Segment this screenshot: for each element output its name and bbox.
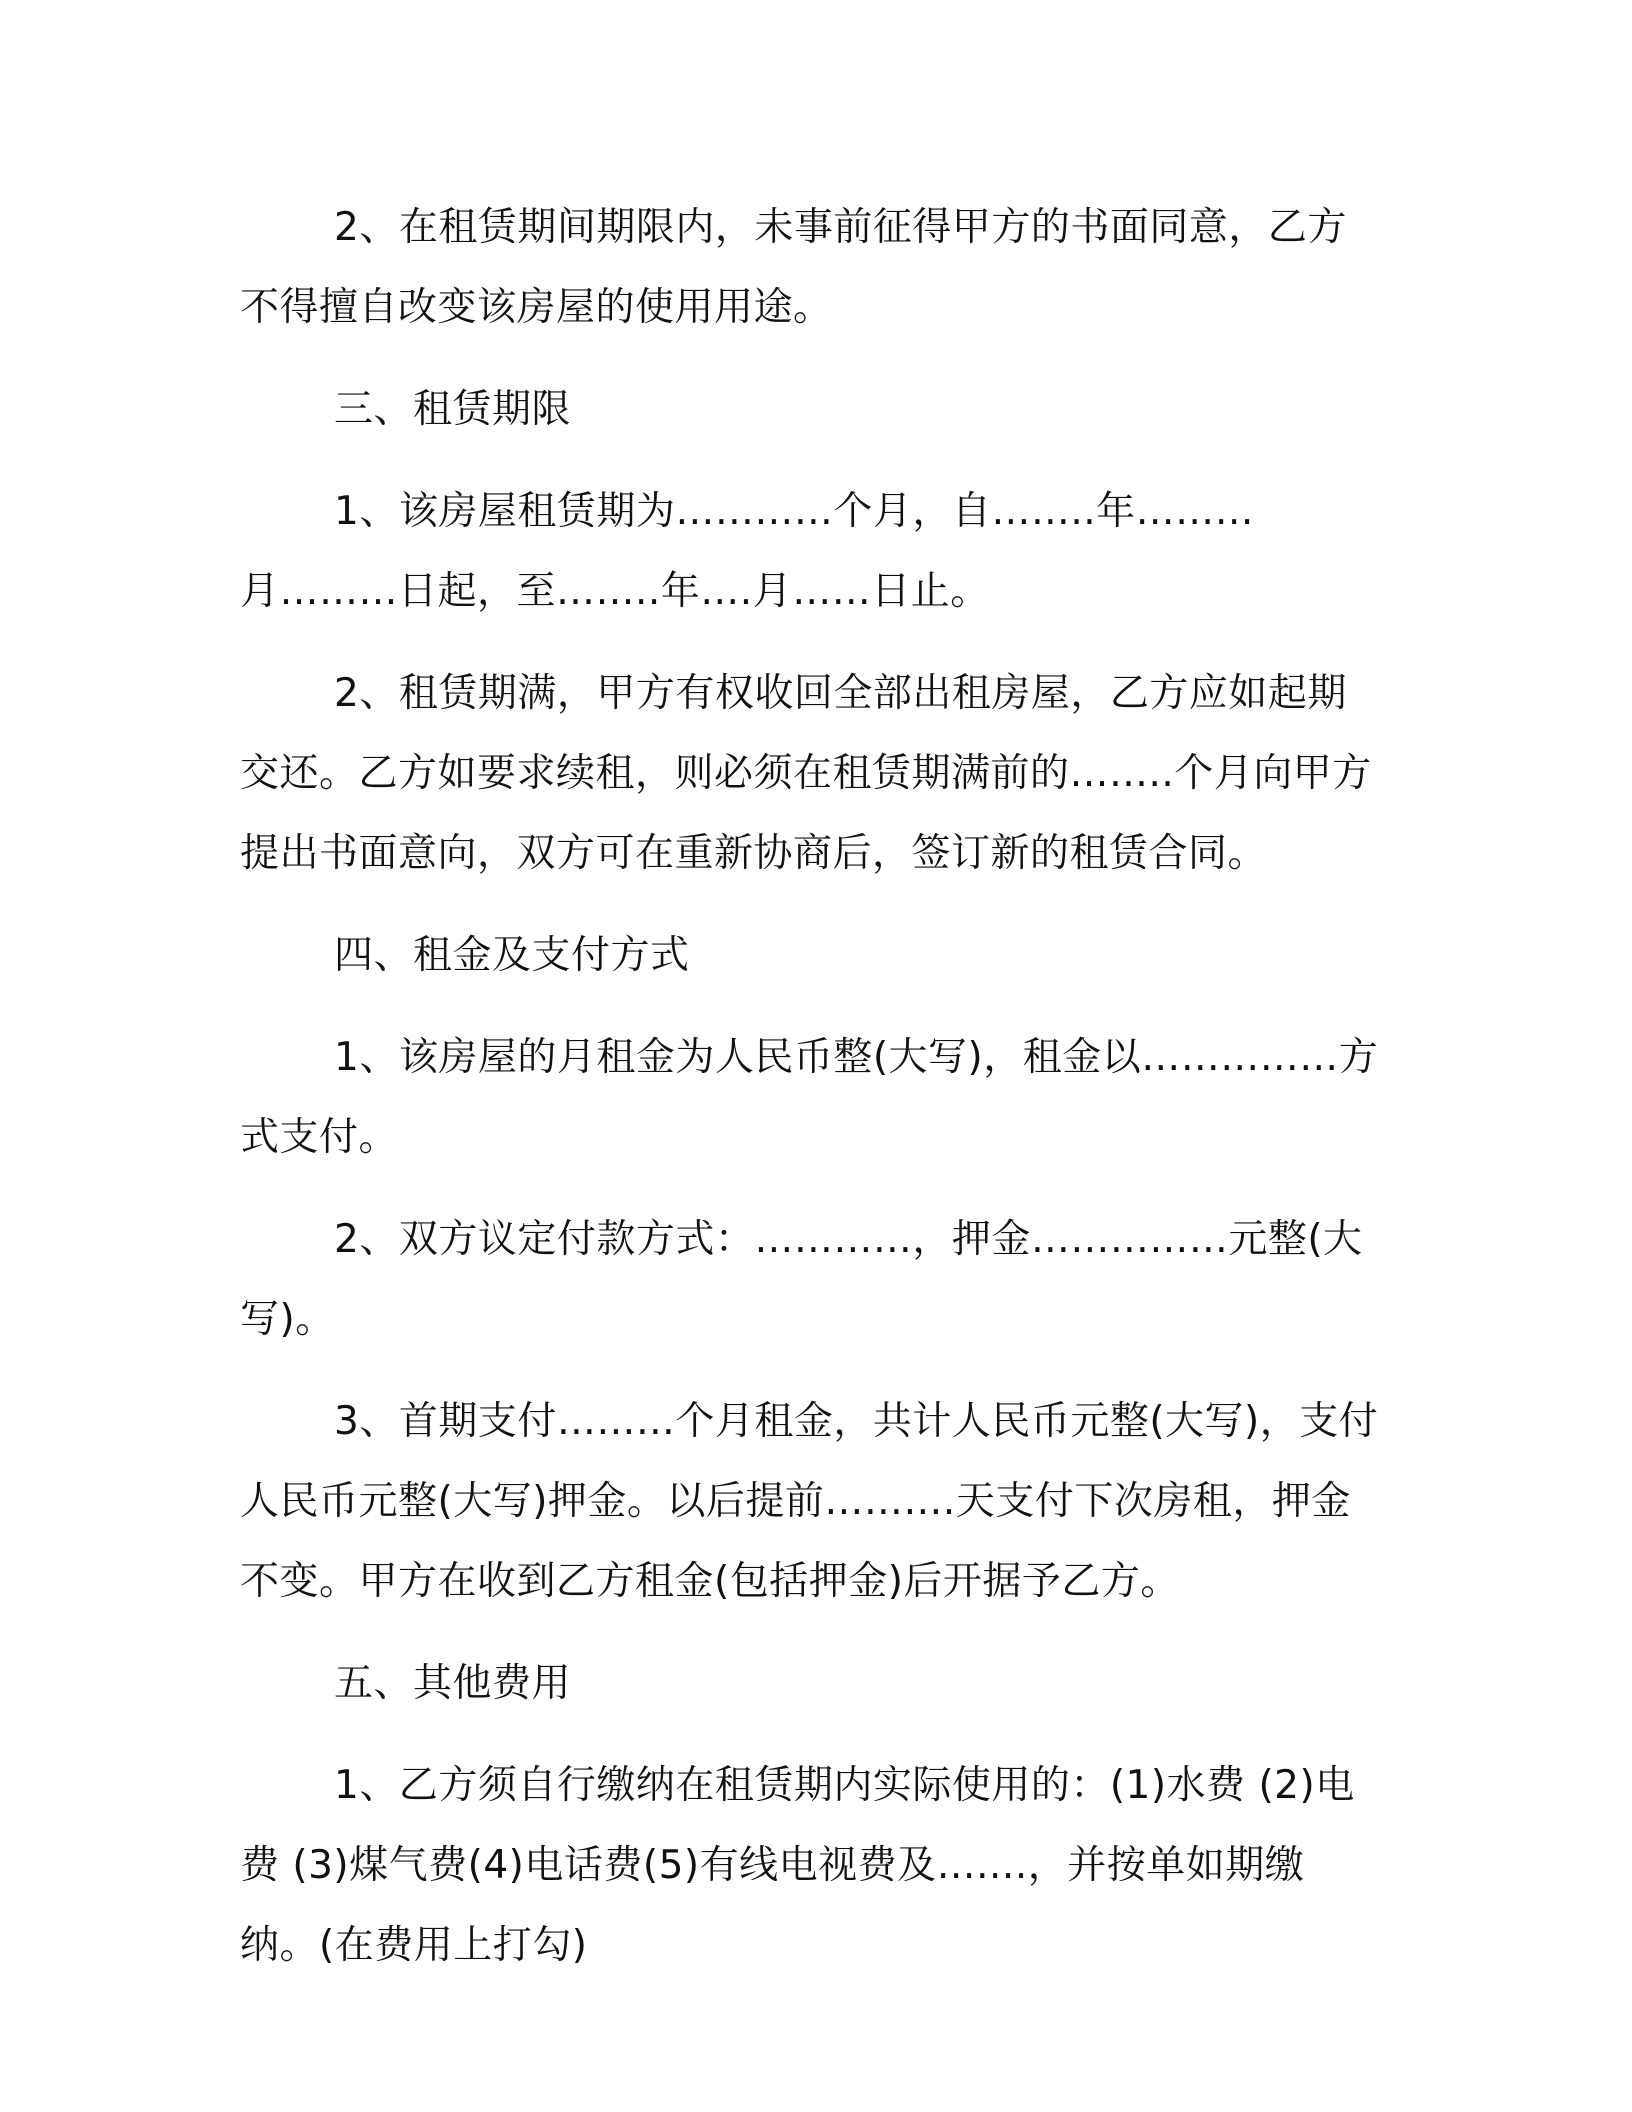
document-body (240, 188, 1380, 2008)
clause-paragraph: 2、双方议定付款方式：…………，押金……………元整(大写)。 (240, 1217, 1363, 1342)
clause-paragraph: 2、在租赁期间期限内，未事前征得甲方的书面同意，乙方不得擅自改变该房屋的使用用途。 (240, 205, 1347, 330)
clause-paragraph: 3、首期支付………个月租金，共计人民币元整(大写)，支付人民币元整(大写)押金。以后提前……….天支付下次房租，押金不变。甲方在收到乙方租金(包括押金)后开据予乙方。 (240, 1399, 1379, 1604)
section-heading: 三、租赁期限 (334, 387, 572, 432)
clause-paragraph: 1、该房屋的月租金为人民币整(大写)，租金以……………方式支付。 (240, 1035, 1379, 1160)
section-heading: 四、租金及支付方式 (334, 933, 690, 978)
clause-paragraph: 1、乙方须自行缴纳在租赁期内实际使用的：(1)水费 (2)电费 (3)煤气费(4)电话费(5)有线电视费及…....，并按单如期缴纳。(在费用上打勾) (240, 1763, 1355, 1968)
section-heading: 五、其他费用 (334, 1661, 572, 1706)
clause-paragraph: 1、该房屋租赁期为…………个月，自……..年………月………日起，至……..年….月……日止。 (240, 489, 1255, 614)
clause-paragraph: 2、租赁期满，甲方有权收回全部出租房屋，乙方应如起期交还。乙方如要求续租，则必须在租赁期满前的……..个月向甲方提出书面意向，双方可在重新协商后，签订新的租赁合同。 (240, 671, 1372, 876)
